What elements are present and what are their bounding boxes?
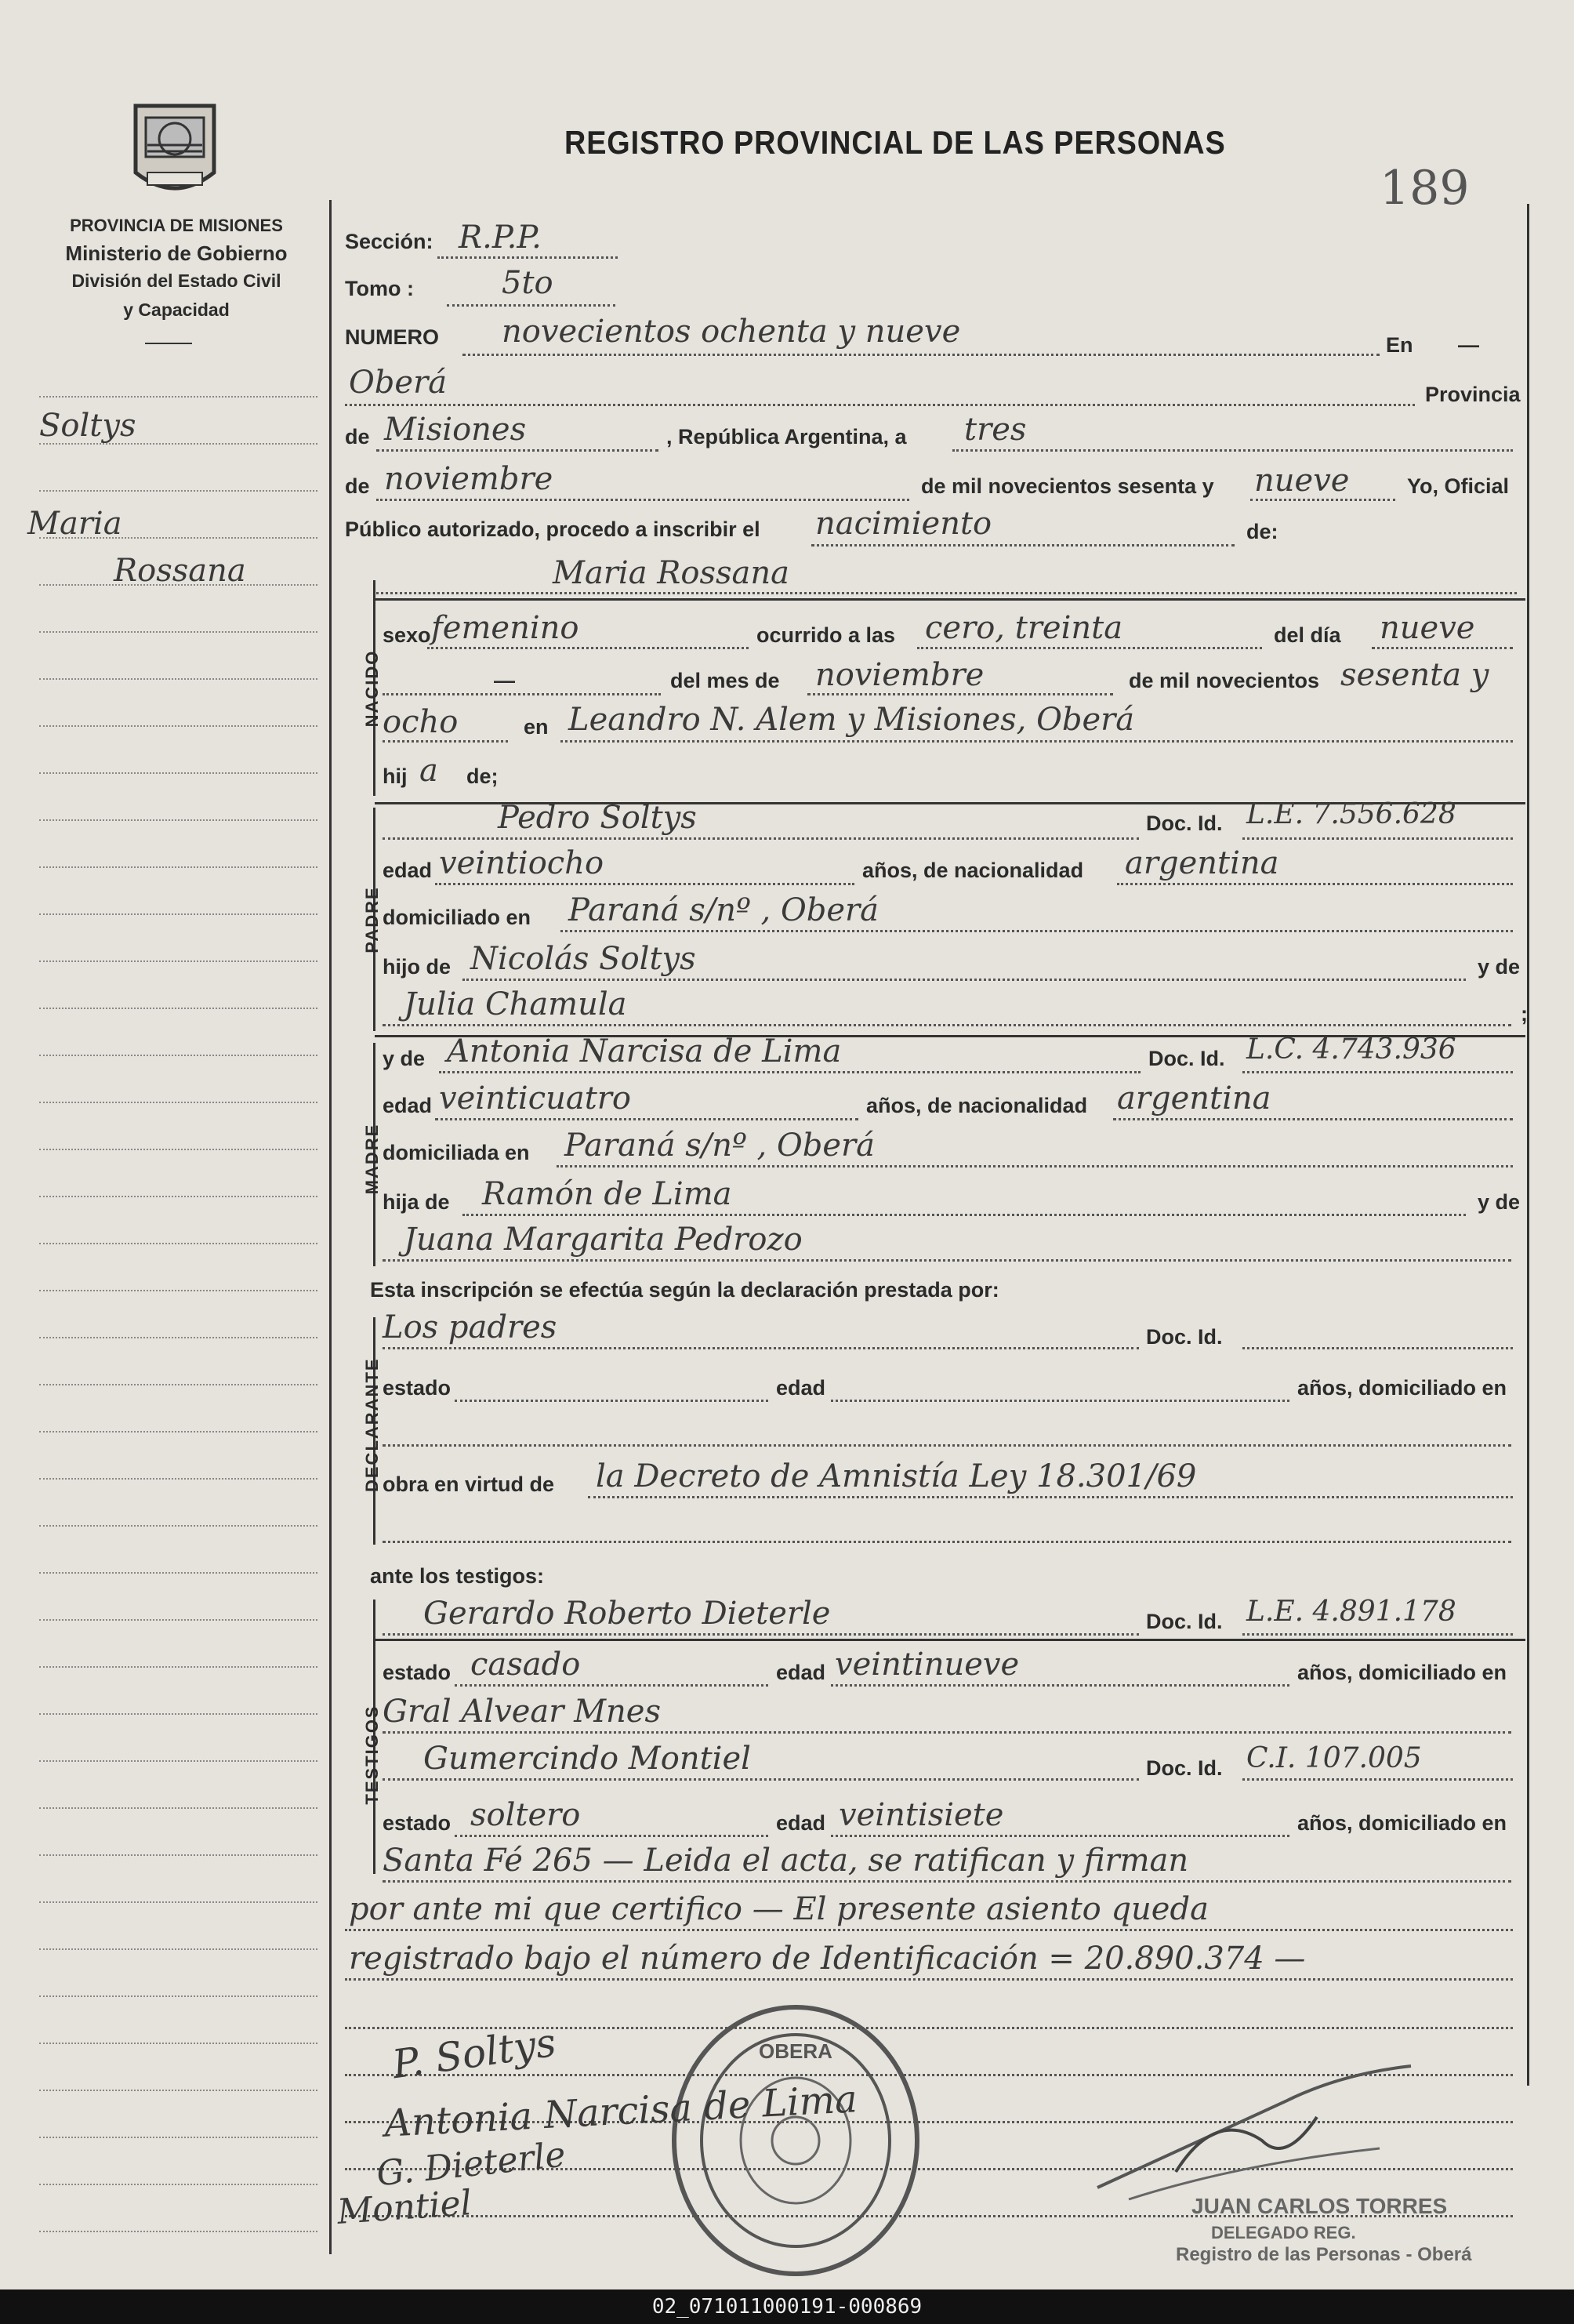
- padre-edad-value: veintiocho: [439, 845, 604, 881]
- signature-witness-1: G. Dieterle: [374, 2134, 568, 2195]
- testigo1-estado: casado: [470, 1647, 581, 1683]
- de-label-1: de: [345, 425, 370, 448]
- padre-padre-de: Nicolás Soltys: [470, 941, 696, 977]
- anio2-line: [383, 740, 508, 743]
- madre-edad-label: edad: [383, 1094, 433, 1117]
- margin-line: [39, 1243, 317, 1244]
- obra-line: [588, 1496, 1513, 1498]
- madre-doc-value: L.C. 4.743.936: [1246, 1033, 1456, 1066]
- provincia-label: Provincia: [1425, 383, 1521, 406]
- testigo2-estado-line: [455, 1835, 768, 1837]
- republica-label: , República Argentina, a: [666, 425, 907, 448]
- margin-line: [39, 1478, 317, 1480]
- margin-line: [39, 631, 317, 633]
- madre-padre-line: [462, 1214, 1466, 1216]
- declarante-nombre: Los padres: [383, 1309, 557, 1345]
- testigo1-nombre-line: [383, 1633, 1139, 1636]
- de-label-3: de:: [1246, 520, 1278, 543]
- margin-line: [39, 725, 317, 727]
- testigo1-underline: [375, 1639, 1525, 1641]
- signature-official-icon: [1082, 2054, 1427, 2211]
- acto-line: [811, 544, 1235, 547]
- testigo2-edad-label: edad: [776, 1811, 826, 1835]
- lugar-value: Oberá: [349, 365, 448, 401]
- hora-line: [917, 647, 1262, 649]
- padre-edad-line: [435, 883, 854, 885]
- margin-line: [39, 772, 317, 774]
- padre-nacionalidad-value: argentina: [1125, 845, 1279, 881]
- margin-line: [39, 960, 317, 962]
- provincia-value: Misiones: [384, 412, 527, 448]
- testigo2-edad-line: [831, 1835, 1289, 1837]
- testigo1-edad-line: [831, 1684, 1289, 1687]
- madre-nacionalidad-line: [1113, 1118, 1513, 1120]
- padre-domicilio-value: Paraná s/nº , Oberá: [568, 892, 879, 928]
- madre-edad-value: veinticuatro: [439, 1080, 631, 1117]
- signature-mother: Antonia Narcisa de Lima: [383, 2077, 859, 2146]
- ocurrido-label: ocurrido a las: [756, 623, 896, 647]
- margin-line: [39, 396, 317, 398]
- margin-line: [39, 1760, 317, 1762]
- nacido-dia-line: [1372, 647, 1513, 649]
- testigo1-doc-label: Doc. Id.: [1146, 1610, 1223, 1633]
- margin-line: [39, 2043, 317, 2044]
- sexo-line: [427, 647, 749, 649]
- official-name: JUAN CARLOS TORRES: [1191, 2194, 1448, 2218]
- margin-name-1: Maria: [27, 506, 122, 542]
- numero-label: NUMERO: [345, 325, 439, 349]
- margin-line: [39, 1525, 317, 1527]
- testigo2-domicilio: Santa Fé 265 — Leida el acta, se ratifican y firman: [383, 1843, 1189, 1879]
- margin-line: [39, 1384, 317, 1385]
- oficial-label: Yo, Oficial: [1407, 474, 1510, 498]
- margin-line: [39, 1572, 317, 1574]
- testigo1-edad-label: edad: [776, 1661, 826, 1684]
- testigo1-estado-label: estado: [383, 1661, 452, 1684]
- margin-line: [39, 1290, 317, 1291]
- margin-line: [39, 1854, 317, 1856]
- stamp-text: OBERA: [759, 2039, 832, 2063]
- margin-line: [39, 1948, 317, 1950]
- padre-doc-line: [1242, 837, 1513, 840]
- numero-line: [462, 354, 1380, 356]
- official-office: Registro de las Personas - Oberá: [1176, 2244, 1472, 2265]
- declarante-nombre-line: [383, 1347, 1139, 1349]
- padre-doc-value: L.E. 7.556.628: [1246, 798, 1456, 830]
- declarante-estado-label: estado: [383, 1376, 452, 1400]
- margin-line: [39, 1995, 317, 1997]
- nacido-lugar-line: [560, 740, 1513, 743]
- testigo1-anios-label: años, domiciliado en: [1297, 1661, 1507, 1684]
- dash-line: [383, 693, 661, 695]
- madre-doc-line: [1242, 1071, 1513, 1073]
- margin-line: [39, 1713, 317, 1715]
- madre-nombre-value: Antonia Narcisa de Lima: [447, 1033, 842, 1069]
- madre-hija-label: hija de: [383, 1190, 450, 1214]
- signature-witness-2: Montiel: [335, 2183, 473, 2232]
- de-label-2: de: [345, 474, 370, 498]
- margin-line: [39, 1102, 317, 1103]
- margin-line: [39, 2090, 317, 2091]
- margin-surname: Soltys: [39, 408, 136, 444]
- madre-yde2-label: y de: [1478, 1190, 1521, 1214]
- anio-line: [1250, 499, 1395, 501]
- anio2-value: ocho: [383, 704, 459, 740]
- madre-domicilio-label: domiciliada en: [383, 1141, 530, 1164]
- declarante-edad-label: edad: [776, 1376, 826, 1400]
- madre-edad-line: [435, 1118, 858, 1120]
- official-stamp-icon: [666, 1999, 925, 2282]
- margin-line: [39, 2137, 317, 2138]
- tomo-label: Tomo :: [345, 277, 414, 300]
- seccion-value: R.P.P.: [459, 220, 542, 256]
- padre-doc-label: Doc. Id.: [1146, 812, 1223, 835]
- margin-line: [39, 819, 317, 821]
- testigo2-estado-label: estado: [383, 1811, 452, 1835]
- madre-domicilio-value: Paraná s/nº , Oberá: [564, 1128, 876, 1164]
- margin-line: [39, 2184, 317, 2185]
- margin-line: [39, 913, 317, 915]
- mes-value: noviembre: [384, 461, 553, 497]
- declarante-doc-label: Doc. Id.: [1146, 1325, 1223, 1349]
- en-label: En: [1386, 333, 1413, 357]
- deldia-label: del día: [1274, 623, 1341, 647]
- org-line-2: Ministerio de Gobierno: [65, 241, 288, 265]
- madre-madre-line: [383, 1259, 1511, 1262]
- nacido-en-label: en: [524, 715, 549, 739]
- madre-madre-de: Juana Margarita Pedrozo: [404, 1222, 803, 1258]
- madre-domicilio-line: [557, 1165, 1513, 1167]
- margin-line: [39, 1807, 317, 1809]
- anio1-value: sesenta y: [1340, 657, 1489, 693]
- padre-anios-label: años, de nacionalidad: [862, 859, 1084, 882]
- margin-line: [39, 866, 317, 868]
- obra-line-2: [383, 1541, 1511, 1543]
- margin-divider: [329, 200, 332, 2254]
- official-cargo: DELEGADO REG.: [1211, 2223, 1356, 2242]
- anio-value: nueve: [1254, 463, 1350, 499]
- obra-value: la Decreto de Amnistía Ley 18.301/69: [596, 1458, 1197, 1494]
- sexo-label: sexo: [383, 623, 431, 647]
- hij-de-label: de;: [466, 764, 499, 788]
- declarante-anios-label: años, domiciliado en: [1297, 1376, 1507, 1400]
- declarante-estado-line: [455, 1400, 768, 1402]
- delmes-label: del mes de: [670, 669, 780, 692]
- padre-hijo-label: hijo de: [383, 955, 451, 979]
- margin-line: [39, 1149, 317, 1150]
- madre-doc-label: Doc. Id.: [1148, 1047, 1225, 1070]
- padre-madre-de: Julia Chamula: [404, 986, 627, 1022]
- testigo2-edad: veintisiete: [839, 1797, 1004, 1833]
- mes-line: [376, 499, 909, 501]
- madre-nacionalidad-value: argentina: [1117, 1080, 1271, 1117]
- testigo1-doc-line: [1242, 1633, 1513, 1636]
- madre-nombre-line: [439, 1071, 1141, 1073]
- testigo1-nombre: Gerardo Roberto Dieterle: [423, 1596, 831, 1632]
- margin-line: [39, 1008, 317, 1009]
- cierre-line-1: por ante mi que certifico — El presente asiento queda: [349, 1891, 1209, 1927]
- padre-edad-label: edad: [383, 859, 433, 882]
- inscripto-line: [376, 592, 1517, 594]
- numero-value: novecientos ochenta y nueve: [502, 314, 961, 350]
- section-rule-1: [375, 598, 1525, 601]
- margin-line: [39, 1666, 317, 1668]
- cierre-dots-2: [345, 1978, 1513, 1981]
- margin-line: [39, 1901, 317, 1903]
- margin-line: [39, 1431, 317, 1433]
- declarante-edad-line: [831, 1400, 1289, 1402]
- testigo2-estado: soltero: [470, 1797, 581, 1833]
- nacido-mes-line: [807, 693, 1113, 695]
- margin-line: [39, 1619, 317, 1621]
- dia-line: [952, 449, 1513, 452]
- nacido-mil-label: de mil novecientos: [1129, 669, 1320, 692]
- testigo1-estado-line: [455, 1684, 768, 1687]
- testigo1-domicilio-line: [383, 1731, 1511, 1734]
- declarante-section-label: DECLARANTE: [362, 1357, 382, 1492]
- org-line-1: PROVINCIA DE MISIONES: [70, 216, 283, 235]
- signature-father: P. Soltys: [389, 2019, 559, 2088]
- margin-line: [39, 2231, 317, 2232]
- testigos-section-label: TESTIGOS: [362, 1705, 382, 1805]
- padre-semicolon: ;: [1521, 1002, 1528, 1026]
- padre-domicilio-line: [560, 930, 1513, 932]
- hora-value: cero, treinta: [925, 610, 1123, 646]
- testigos-intro: ante los testigos:: [370, 1564, 545, 1588]
- margin-line: [39, 1055, 317, 1056]
- testigo2-doc-line: [1242, 1778, 1513, 1781]
- padre-domicilio-label: domiciliado en: [383, 906, 531, 929]
- madre-anios-label: años, de nacionalidad: [866, 1094, 1088, 1117]
- org-line-4: y Capacidad: [123, 300, 230, 320]
- cierre-dots-1: [345, 1929, 1513, 1931]
- testigo2-doc-label: Doc. Id.: [1146, 1756, 1223, 1780]
- madre-yde-label: y de: [383, 1047, 426, 1070]
- tomo-value: 5to: [502, 265, 553, 301]
- padre-padre-line: [462, 979, 1466, 981]
- page-title: REGISTRO PROVINCIAL DE LAS PERSONAS: [564, 124, 1226, 161]
- lugar-line: [345, 404, 1415, 406]
- declarante-domicilio-line: [383, 1444, 1511, 1447]
- provincial-emblem-icon: [124, 98, 226, 204]
- padre-nombre-line: [383, 837, 1139, 840]
- testigo2-nombre-line: [383, 1778, 1139, 1781]
- padre-section-label: PADRE: [362, 886, 382, 953]
- mil-label: de mil novecientos sesenta y: [921, 474, 1214, 498]
- testigo2-nombre: Gumercindo Montiel: [423, 1741, 751, 1777]
- testigo1-domicilio: Gral Alvear Mnes: [383, 1694, 661, 1730]
- footer-reference: 02_071011000191-000869: [0, 2290, 1574, 2324]
- padre-madre-line: [383, 1024, 1511, 1026]
- publico-label: Público autorizado, procedo a inscribir el: [345, 517, 760, 541]
- declarante-doc-line: [1242, 1347, 1513, 1349]
- sexo-value: femenino: [431, 610, 579, 646]
- declarante-intro: Esta inscripción se efectúa según la declaración prestada por:: [370, 1278, 999, 1302]
- org-line-3: División del Estado Civil: [71, 271, 281, 291]
- dia-value: tres: [964, 412, 1027, 448]
- obra-label: obra en virtud de: [383, 1472, 555, 1496]
- madre-padre-de: Ramón de Lima: [482, 1176, 732, 1212]
- padre-nombre-value: Pedro Soltys: [498, 800, 697, 836]
- inscripto-value: Maria Rossana: [553, 555, 789, 591]
- right-border: [1527, 204, 1529, 2086]
- tomo-line: [447, 304, 615, 307]
- testigo1-doc: L.E. 4.891.178: [1246, 1596, 1456, 1628]
- folio-number: 189: [1380, 161, 1470, 216]
- padre-nacionalidad-line: [1117, 883, 1513, 885]
- nacido-mes-value: noviembre: [815, 657, 985, 693]
- margin-name-2: Rossana: [114, 553, 246, 589]
- testigo2-domicilio-line: [383, 1880, 1511, 1883]
- en-dash: —: [1458, 333, 1479, 357]
- nacido-dash: —: [494, 669, 515, 692]
- nacido-lugar-value: Leandro N. Alem y Misiones, Oberá: [568, 702, 1135, 738]
- acto-value: nacimiento: [815, 506, 992, 542]
- cierre-line-2: registrado bajo el número de Identificación = 20.890.374 —: [349, 1941, 1306, 1977]
- madre-section-label: MADRE: [362, 1123, 382, 1195]
- margin-line: [39, 678, 317, 680]
- org-underline: [145, 343, 192, 344]
- testigo2-anios-label: años, domiciliado en: [1297, 1811, 1507, 1835]
- margin-line: [39, 490, 317, 492]
- hij-label: hij: [383, 764, 408, 788]
- provincia-line: [376, 449, 658, 452]
- nacido-section-label: NACIDO: [362, 649, 382, 728]
- margin-line: [39, 1196, 317, 1197]
- nacido-dia-value: nueve: [1380, 610, 1475, 646]
- hij-suffix: a: [419, 753, 438, 789]
- testigo1-edad: veintinueve: [835, 1647, 1020, 1683]
- padre-yde-label: y de: [1478, 955, 1521, 979]
- margin-line: [39, 1337, 317, 1338]
- seccion-line: [437, 256, 618, 259]
- seccion-label: Sección:: [345, 230, 433, 253]
- testigo2-doc: C.I. 107.005: [1246, 1742, 1422, 1774]
